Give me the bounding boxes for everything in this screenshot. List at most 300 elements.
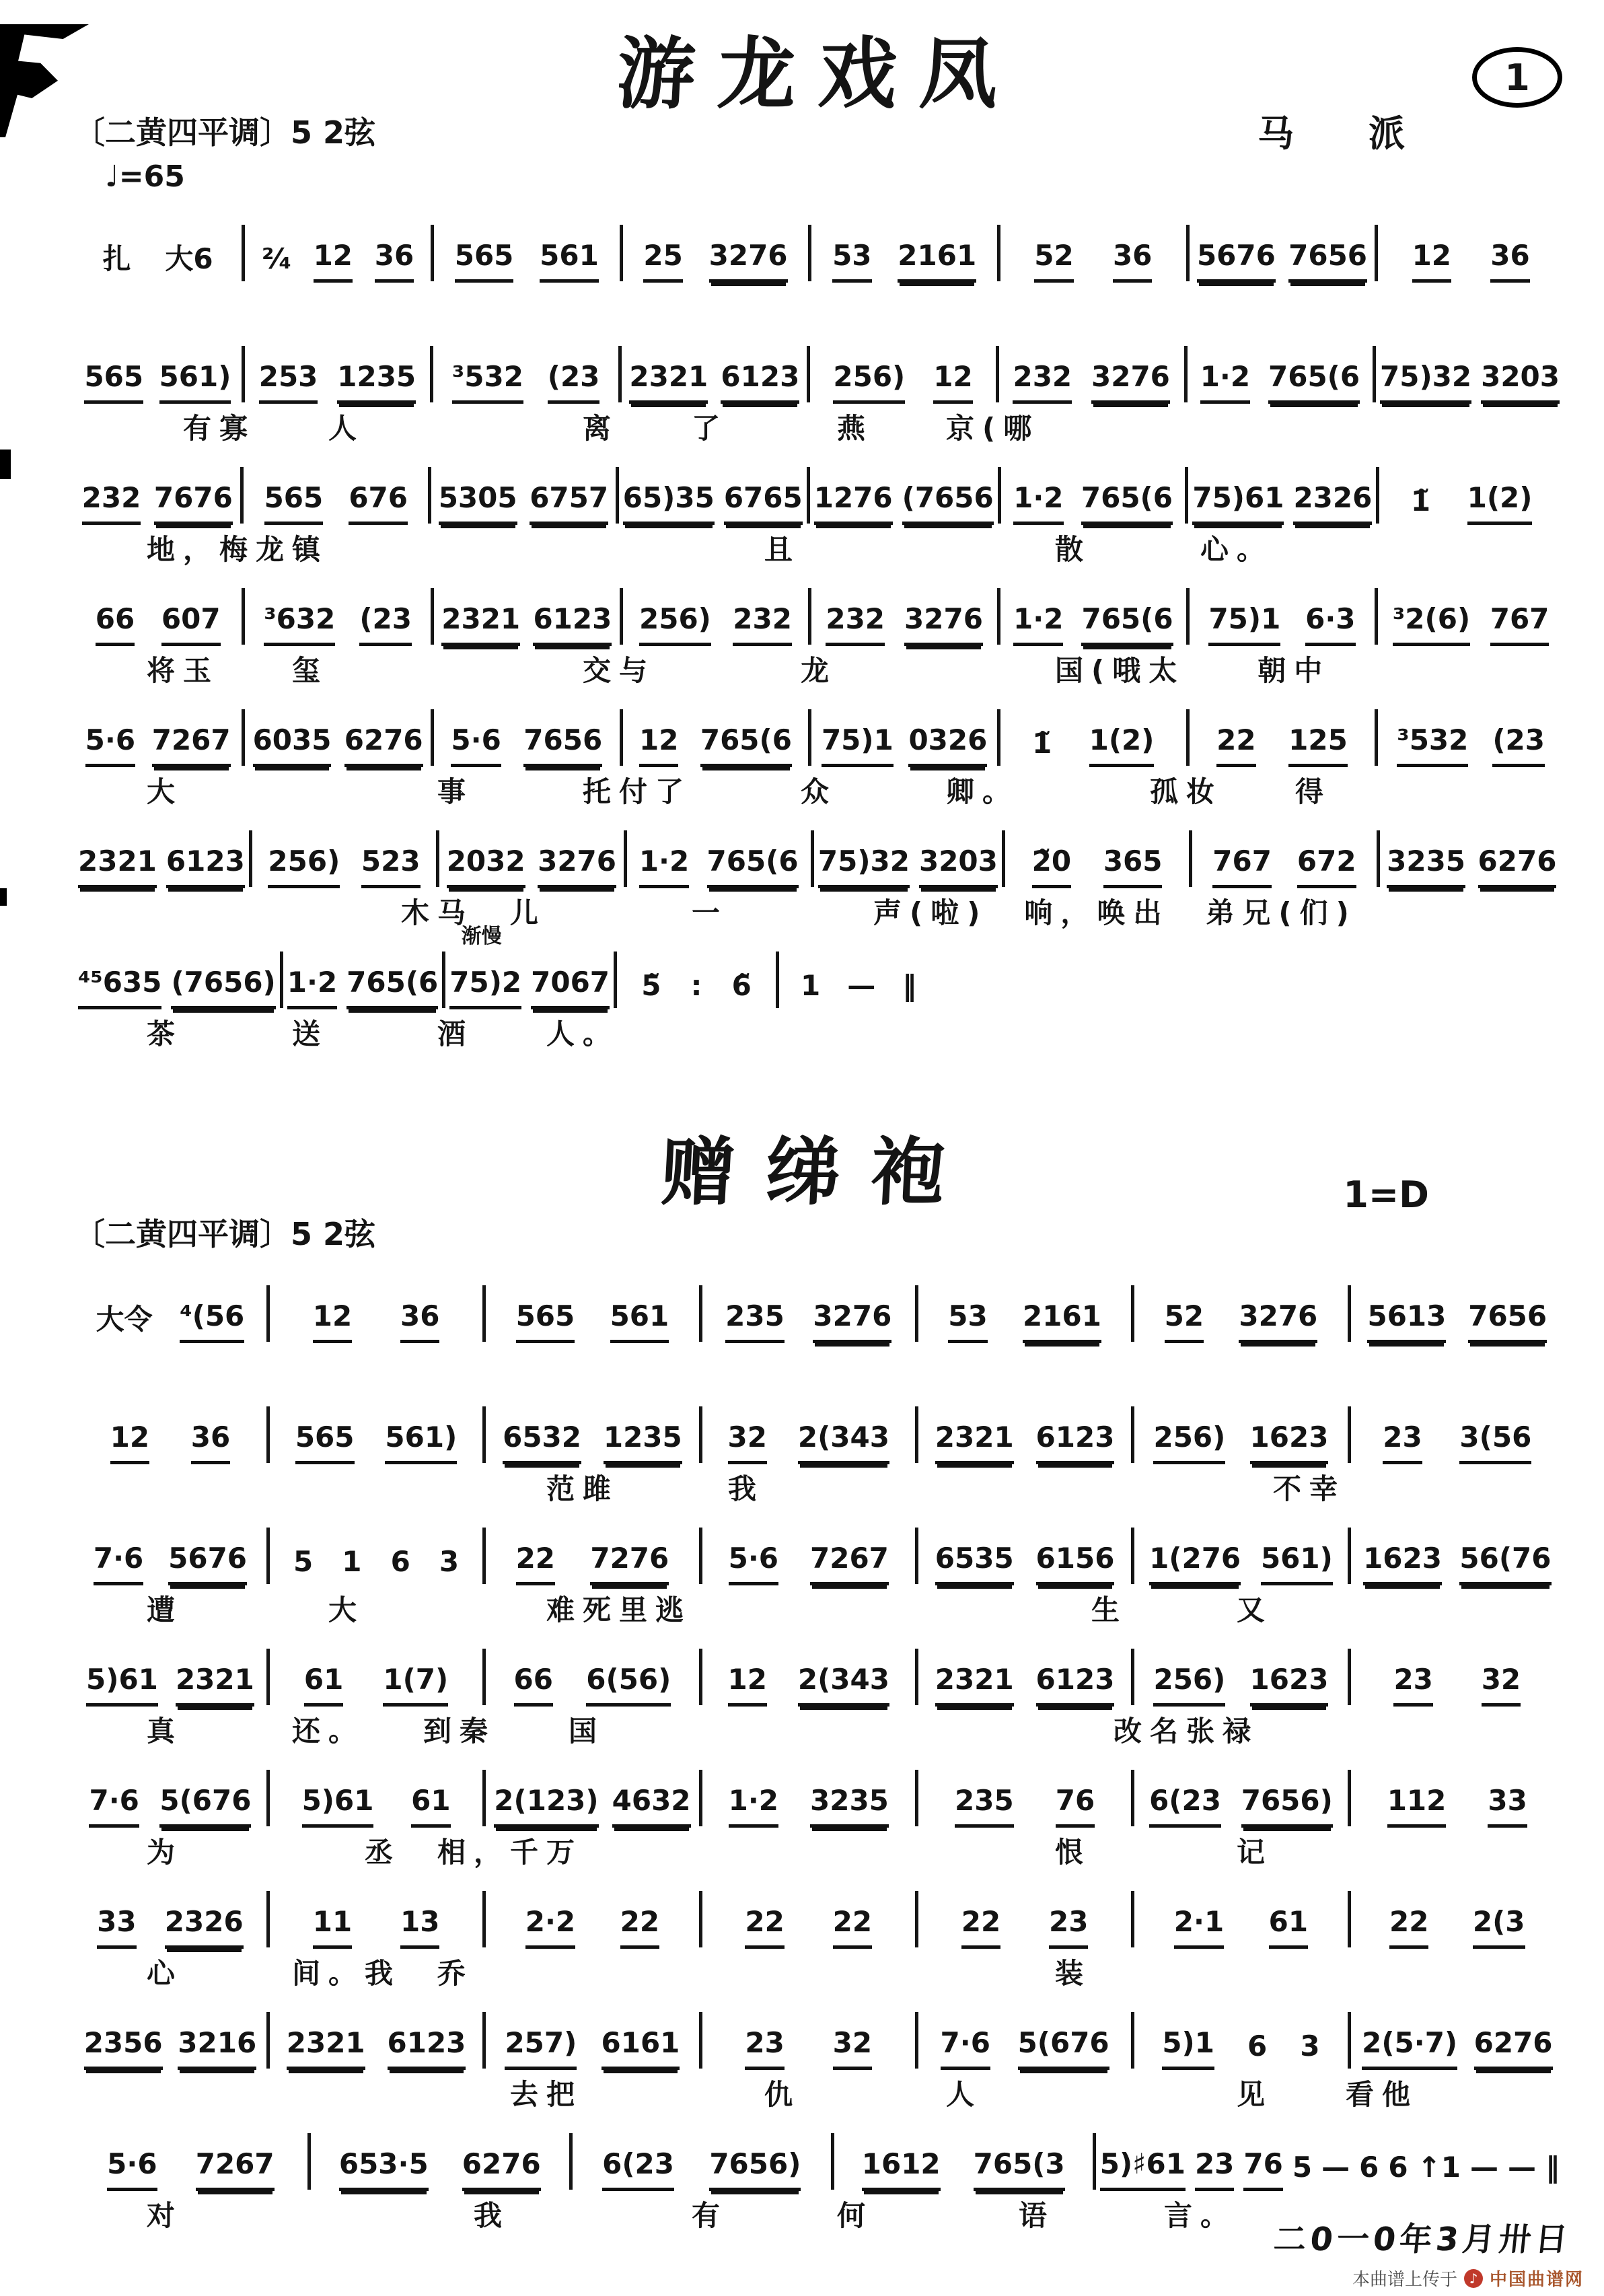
note-group: 75)1 bbox=[1208, 602, 1280, 646]
mode-label: 〔二黄四平调〕5 2弦 bbox=[74, 114, 376, 151]
note-group: 767 bbox=[1212, 844, 1272, 888]
note-group: 6765 bbox=[724, 480, 803, 525]
measure bbox=[918, 1783, 1131, 1828]
note-group: 36 bbox=[375, 238, 414, 283]
note-group: 6276 bbox=[344, 723, 423, 767]
note-group: 3(56 bbox=[1459, 1420, 1531, 1464]
note-group: 2·2 bbox=[525, 1904, 575, 1949]
measure bbox=[74, 242, 242, 283]
measure bbox=[74, 1904, 266, 1949]
measure bbox=[1096, 2147, 1564, 2191]
measure bbox=[486, 1299, 698, 1343]
note-group: 3235 bbox=[1387, 844, 1465, 888]
lyrics-line: 将玉 玺 交与 龙 国(哦太 朝中 bbox=[74, 653, 1331, 687]
note-group: 2321 bbox=[287, 2025, 365, 2070]
measure bbox=[74, 1541, 266, 1585]
note-group: 23 bbox=[1383, 1420, 1422, 1464]
notation-system bbox=[74, 459, 1564, 571]
measure bbox=[1351, 1420, 1564, 1464]
notation-line bbox=[74, 459, 1564, 525]
note-group: 561 bbox=[610, 1299, 669, 1343]
measure bbox=[1351, 1783, 1564, 1828]
note-group: 767 bbox=[1490, 602, 1550, 646]
note-group: 7656) bbox=[1241, 1783, 1333, 1828]
note-group: 5676 bbox=[168, 1541, 247, 1585]
measure bbox=[1134, 1420, 1347, 1464]
page-number: 1 bbox=[1504, 56, 1530, 99]
note-group: 676 bbox=[349, 480, 408, 525]
note-group: 6535 bbox=[935, 1541, 1014, 1585]
note-group: (23 bbox=[359, 602, 412, 646]
note-group: : bbox=[690, 969, 702, 1003]
note-group: 5(676 bbox=[159, 1783, 251, 1828]
measure bbox=[1134, 1541, 1347, 1585]
measure bbox=[1351, 1541, 1564, 1585]
note-group: (7656) bbox=[171, 965, 275, 1009]
note-group: 23 bbox=[1195, 2147, 1234, 2191]
note-group: 523 bbox=[361, 844, 421, 888]
note-group: 3203 bbox=[919, 844, 998, 888]
measure bbox=[74, 359, 242, 404]
lyrics-line bbox=[74, 285, 1564, 328]
note-group: 7267 bbox=[196, 2147, 275, 2191]
notation-line bbox=[74, 822, 1564, 888]
note-group: 256) bbox=[268, 844, 340, 888]
note-group: 7067 bbox=[531, 965, 610, 1009]
measure bbox=[74, 1662, 266, 1707]
lyrics-line: 木马 儿 一 声(啦) 响，唤出 弟兄(们) bbox=[74, 896, 1357, 929]
measure bbox=[1378, 602, 1564, 646]
note-group: 565 bbox=[455, 238, 514, 283]
note-group: 3276 bbox=[1091, 359, 1170, 404]
note-group: ²⁄₄ bbox=[262, 242, 291, 276]
note-group: 565 bbox=[84, 359, 143, 404]
lyrics-line: 为 丞 相，千万 恨 记 bbox=[74, 1835, 1274, 1869]
tempo-annotation: 渐慢 bbox=[461, 924, 502, 948]
note-group: 235 bbox=[955, 1783, 1014, 1828]
note-group: 6276 bbox=[462, 2147, 541, 2191]
note-group: 1235 bbox=[604, 1420, 682, 1464]
measure bbox=[834, 2147, 1093, 2191]
note-group: 66 bbox=[514, 1662, 553, 1707]
mode-label: 〔二黄四平调〕5 2弦 bbox=[74, 1215, 376, 1252]
note-group: 5·6 bbox=[729, 1541, 778, 1585]
measure bbox=[999, 359, 1184, 404]
note-group: 75)32 bbox=[1380, 359, 1471, 404]
note-group: 125 bbox=[1288, 723, 1348, 767]
measure bbox=[245, 359, 430, 404]
note-group: 36 bbox=[191, 1420, 230, 1464]
note-group: 1612 bbox=[862, 2147, 941, 2191]
measure bbox=[623, 723, 809, 767]
note-group: ‖ bbox=[1545, 2151, 1560, 2184]
note-group: 7·6 bbox=[89, 1783, 139, 1828]
note-group: ³632 bbox=[264, 602, 335, 646]
piece2-systems bbox=[74, 1277, 1564, 2237]
note-group: 61 bbox=[304, 1662, 343, 1707]
lyrics-line bbox=[74, 1346, 1564, 1389]
note-group: 6276 bbox=[1478, 844, 1557, 888]
measure bbox=[702, 1299, 915, 1343]
note-group: 6156 bbox=[1036, 1541, 1115, 1585]
note-group: 6123 bbox=[1036, 1662, 1115, 1707]
measure bbox=[283, 965, 443, 1009]
note-group: 32 bbox=[728, 1420, 767, 1464]
lyrics-line: 对 我 有 何 语 言。 bbox=[74, 2198, 1237, 2232]
note-group: 22 bbox=[1216, 723, 1255, 767]
measure bbox=[1001, 480, 1186, 525]
note-group: 0326 bbox=[908, 723, 987, 767]
note-group: 5̃ bbox=[641, 969, 661, 1003]
note-group: 12 bbox=[933, 359, 972, 404]
note-group: 53 bbox=[832, 238, 871, 283]
measure bbox=[1351, 1904, 1564, 1949]
note-group: 6123 bbox=[533, 602, 612, 646]
measure bbox=[702, 1541, 915, 1585]
measure bbox=[74, 965, 280, 1009]
site-logo-icon: ♪ bbox=[1464, 2269, 1483, 2288]
note-group: ‖ bbox=[902, 969, 917, 1003]
note-group: 75)2 bbox=[449, 965, 521, 1009]
notation-system bbox=[74, 2004, 1564, 2116]
measure bbox=[814, 844, 1002, 888]
note-group: 7676 bbox=[154, 480, 233, 525]
note-group: 56(76 bbox=[1459, 1541, 1551, 1585]
note-group: 2(343 bbox=[798, 1420, 889, 1464]
note-group: 6 bbox=[1247, 2030, 1268, 2063]
note-group: 6(23 bbox=[602, 2147, 674, 2191]
lyrics-line: 真 还。 到秦 国 改名张禄 bbox=[74, 1714, 1260, 1748]
measure bbox=[779, 968, 938, 1009]
measure bbox=[627, 844, 811, 888]
measure bbox=[1000, 238, 1186, 283]
note-group: 607 bbox=[161, 602, 221, 646]
key-signature: 1=D bbox=[1343, 1173, 1429, 1216]
notation-system bbox=[74, 1398, 1564, 1510]
note-group: 65)35 bbox=[623, 480, 715, 525]
note-group: 1̃ bbox=[1410, 485, 1431, 518]
note-group: ³532 bbox=[452, 359, 523, 404]
measure bbox=[270, 1544, 482, 1585]
note-group: 3235 bbox=[810, 1783, 889, 1828]
notation-line bbox=[74, 1398, 1564, 1464]
note-group: 5)♯61 bbox=[1100, 2147, 1186, 2191]
note-group: 1(7) bbox=[383, 1662, 448, 1707]
measure bbox=[918, 1299, 1131, 1343]
measure bbox=[1379, 480, 1564, 525]
note-group: 6123 bbox=[721, 359, 799, 404]
measure bbox=[486, 2025, 698, 2070]
tempo-label: ♩=65 bbox=[105, 159, 185, 194]
note-group: 1̃ bbox=[1032, 727, 1052, 760]
note-group: 23 bbox=[1049, 1904, 1088, 1949]
upload-note: 本曲谱上传于 bbox=[1352, 2270, 1457, 2290]
measure bbox=[434, 602, 620, 646]
lyrics-line: 去把 仇 人 见 看他 bbox=[74, 2077, 1419, 2111]
measure bbox=[1188, 480, 1376, 525]
measure bbox=[1190, 602, 1375, 646]
note-group: 7267 bbox=[152, 723, 231, 767]
note-group: 25 bbox=[643, 238, 682, 283]
note-group: 1 bbox=[801, 969, 821, 1003]
note-group: 1276 bbox=[814, 480, 893, 525]
note-group: 5305 bbox=[439, 480, 517, 525]
lyrics-line: 大 事 托付了 众 卿。 孤妆 得 bbox=[74, 775, 1332, 808]
note-group: 4632 bbox=[612, 1783, 691, 1828]
measure bbox=[74, 1420, 266, 1464]
note-group: 5 bbox=[1292, 2151, 1313, 2184]
note-group: 33 bbox=[97, 1904, 136, 1949]
measure bbox=[623, 238, 809, 283]
note-group: 大6 bbox=[165, 242, 213, 276]
note-group: 2032 bbox=[447, 844, 525, 888]
note-group: 6(56) bbox=[586, 1662, 671, 1707]
note-group: 561) bbox=[385, 1420, 457, 1464]
measure bbox=[1192, 844, 1376, 888]
notation-line bbox=[74, 580, 1564, 646]
note-group: ³532 bbox=[1397, 723, 1468, 767]
note-group: 32 bbox=[1482, 1662, 1521, 1707]
measure bbox=[811, 602, 997, 646]
notation-system bbox=[74, 217, 1564, 328]
note-group: 12 bbox=[313, 1299, 352, 1343]
measure bbox=[486, 1662, 698, 1707]
measure bbox=[486, 1904, 698, 1949]
measure bbox=[311, 2147, 569, 2191]
measure bbox=[445, 965, 614, 1009]
note-group: 1·2 bbox=[1200, 359, 1250, 404]
notation-line bbox=[74, 1883, 1564, 1949]
note-group: 22 bbox=[1389, 1904, 1428, 1949]
note-group: 256) bbox=[639, 602, 711, 646]
note-group: 1·2 bbox=[1013, 480, 1063, 525]
notation-line bbox=[74, 1641, 1564, 1707]
note-group: 75)1 bbox=[822, 723, 894, 767]
measure bbox=[617, 968, 776, 1009]
note-group: 6123 bbox=[1036, 1420, 1115, 1464]
measure bbox=[810, 359, 995, 404]
note-group: 5·6 bbox=[85, 723, 135, 767]
lyrics-line: 遭 大 难死里逃 生 又 bbox=[74, 1593, 1274, 1626]
note-group: 3276 bbox=[904, 602, 983, 646]
note-group: 76 bbox=[1056, 1783, 1095, 1828]
measure bbox=[702, 2025, 915, 2070]
note-group: 7656 bbox=[1288, 238, 1367, 283]
note-group: 76 bbox=[1243, 2147, 1282, 2191]
note-group: 5·6 bbox=[451, 723, 501, 767]
measure bbox=[486, 1541, 698, 1585]
note-group: 672 bbox=[1297, 844, 1356, 888]
note-group: 256) bbox=[1153, 1420, 1225, 1464]
note-group: ↑1 bbox=[1417, 2151, 1461, 2184]
note-group: 253 bbox=[259, 359, 318, 404]
note-group: 7656) bbox=[709, 2147, 801, 2191]
note-group: 2(3 bbox=[1473, 1904, 1525, 1949]
note-group: 6 bbox=[1388, 2151, 1408, 2184]
note-group: 7·6 bbox=[941, 2025, 990, 2070]
note-group: 3276 bbox=[538, 844, 616, 888]
measure bbox=[245, 723, 431, 767]
measure bbox=[1190, 723, 1375, 767]
measure bbox=[811, 238, 997, 283]
note-group: 6123 bbox=[388, 2025, 466, 2070]
note-group: 7276 bbox=[590, 1541, 669, 1585]
measure bbox=[1378, 723, 1564, 767]
measure bbox=[1000, 723, 1186, 767]
note-group: 235 bbox=[725, 1299, 785, 1343]
note-group: 3276 bbox=[709, 238, 788, 283]
note-group: 2321 bbox=[78, 844, 157, 888]
note-group: 653·5 bbox=[339, 2147, 429, 2191]
note-group: 6 bbox=[1359, 2151, 1379, 2184]
measure bbox=[1351, 1299, 1564, 1343]
measure bbox=[1000, 602, 1186, 646]
note-group: 3203 bbox=[1481, 359, 1560, 404]
note-group: ⁴⁵635 bbox=[78, 965, 161, 1009]
note-group: (23 bbox=[548, 359, 600, 404]
note-group: 7656 bbox=[523, 723, 602, 767]
note-group: 2·1 bbox=[1174, 1904, 1224, 1949]
note-group: 7267 bbox=[810, 1541, 889, 1585]
note-group: 32 bbox=[833, 2025, 872, 2070]
note-group: 256) bbox=[833, 359, 905, 404]
notation-line bbox=[74, 2125, 1564, 2191]
note-group: 36 bbox=[1113, 238, 1152, 283]
note-group: 232 bbox=[826, 602, 885, 646]
note-group: 561) bbox=[159, 359, 231, 404]
notation-line bbox=[74, 943, 938, 1009]
note-group: 256) bbox=[1153, 1662, 1225, 1707]
note-group: 6757 bbox=[530, 480, 608, 525]
note-group: 12 bbox=[1412, 238, 1451, 283]
measure bbox=[1134, 1783, 1347, 1828]
notation-line bbox=[74, 217, 1564, 283]
notation-line bbox=[74, 338, 1564, 404]
note-group: 3 bbox=[1300, 2030, 1320, 2063]
note-group: 6035 bbox=[253, 723, 332, 767]
piece-youlongxifeng bbox=[74, 24, 1564, 1055]
note-group: 2356 bbox=[84, 2025, 163, 2070]
note-group: 6161 bbox=[602, 2025, 680, 2070]
measure bbox=[810, 480, 998, 525]
notation-system bbox=[74, 1641, 1564, 1752]
note-group: 75)61 bbox=[1192, 480, 1284, 525]
measure bbox=[74, 723, 242, 767]
note-group: 1(2) bbox=[1089, 723, 1155, 767]
measure bbox=[702, 1420, 915, 1464]
measure bbox=[433, 359, 618, 404]
note-group: 1·2 bbox=[639, 844, 689, 888]
lyrics-line: 茶 送 酒 人。 bbox=[74, 1017, 620, 1050]
measure bbox=[573, 2147, 831, 2191]
piece1-systems bbox=[74, 217, 1564, 1055]
note-group: 3 bbox=[439, 1545, 460, 1579]
measure bbox=[702, 1783, 915, 1828]
note-group: 大令 bbox=[96, 1303, 153, 1336]
note-group: 2321 bbox=[441, 602, 520, 646]
notation-system bbox=[74, 580, 1564, 692]
note-group: 2321 bbox=[935, 1420, 1014, 1464]
note-group: 22 bbox=[516, 1541, 555, 1585]
note-group: — bbox=[847, 969, 876, 1003]
note-group: 765(6 bbox=[707, 844, 799, 888]
measure bbox=[252, 844, 436, 888]
note-group: 66 bbox=[96, 602, 135, 646]
note-group: 3276 bbox=[813, 1299, 891, 1343]
note-group: — bbox=[1321, 2151, 1350, 2184]
notation-system bbox=[74, 338, 1564, 450]
notation-system bbox=[74, 1762, 1564, 1873]
note-group: ³2(6) bbox=[1393, 602, 1470, 646]
site-name: 中国曲谱网 bbox=[1489, 2270, 1584, 2290]
note-group: 1623 bbox=[1250, 1420, 1329, 1464]
notation-system bbox=[74, 1519, 1564, 1631]
note-group: — bbox=[1507, 2151, 1536, 2184]
measure bbox=[918, 1662, 1131, 1707]
note-group: 1·2 bbox=[1013, 602, 1063, 646]
measure bbox=[245, 602, 431, 646]
notation-system bbox=[74, 924, 1564, 1055]
measure bbox=[1380, 844, 1564, 888]
measure bbox=[270, 1783, 482, 1828]
note-group: 1(2) bbox=[1467, 480, 1533, 525]
lyrics-line: 有寡 人 离 了 燕 京(哪 bbox=[74, 411, 1040, 445]
note-group: 7·6 bbox=[94, 1541, 143, 1585]
note-group: 365 bbox=[1103, 844, 1163, 888]
measure bbox=[918, 2025, 1131, 2070]
note-group: 1235 bbox=[337, 359, 416, 404]
note-group: 61 bbox=[411, 1783, 450, 1828]
note-group: 765(6 bbox=[700, 723, 792, 767]
note-group: 22 bbox=[745, 1904, 784, 1949]
measure bbox=[918, 1420, 1131, 1464]
measure bbox=[431, 480, 616, 525]
lyrics-line: 地，梅龙镇 且 散 心。 bbox=[74, 532, 1274, 566]
note-group: 13 bbox=[400, 1904, 439, 1949]
note-group: 765(6 bbox=[1081, 602, 1173, 646]
note-group: 2161 bbox=[1023, 1299, 1101, 1343]
note-group: 1623 bbox=[1363, 1541, 1442, 1585]
note-group: 33 bbox=[1488, 1783, 1527, 1828]
measure bbox=[486, 1783, 698, 1828]
note-group: 5)61 bbox=[86, 1662, 158, 1707]
note-group: 565 bbox=[264, 480, 324, 525]
notation-line bbox=[74, 701, 1564, 767]
measure bbox=[270, 1420, 482, 1464]
note-group: 6532 bbox=[503, 1420, 581, 1464]
note-group: 5)61 bbox=[302, 1783, 374, 1828]
note-group: 1623 bbox=[1250, 1662, 1329, 1707]
note-group: 2(5·7) bbox=[1362, 2025, 1457, 2070]
measure bbox=[74, 2147, 307, 2191]
note-group: 6 bbox=[390, 1545, 410, 1579]
note-group: 75)32 bbox=[818, 844, 910, 888]
date-inscription: 二0一0年3月卅日 bbox=[1272, 2221, 1574, 2258]
measure bbox=[702, 1904, 915, 1949]
measure bbox=[623, 602, 809, 646]
note-group: 1 bbox=[342, 1545, 362, 1579]
measure bbox=[1134, 1662, 1347, 1707]
measure bbox=[619, 480, 807, 525]
lyrics-line: 范雎 我 不幸 bbox=[74, 1472, 1346, 1505]
note-group: 53 bbox=[948, 1299, 987, 1343]
note-group: 5613 bbox=[1367, 1299, 1446, 1343]
note-group: 232 bbox=[82, 480, 141, 525]
note-group: 22 bbox=[833, 1904, 872, 1949]
note-group: 1·2 bbox=[729, 1783, 778, 1828]
note-group: 52 bbox=[1165, 1299, 1204, 1343]
measure bbox=[270, 2025, 482, 2070]
